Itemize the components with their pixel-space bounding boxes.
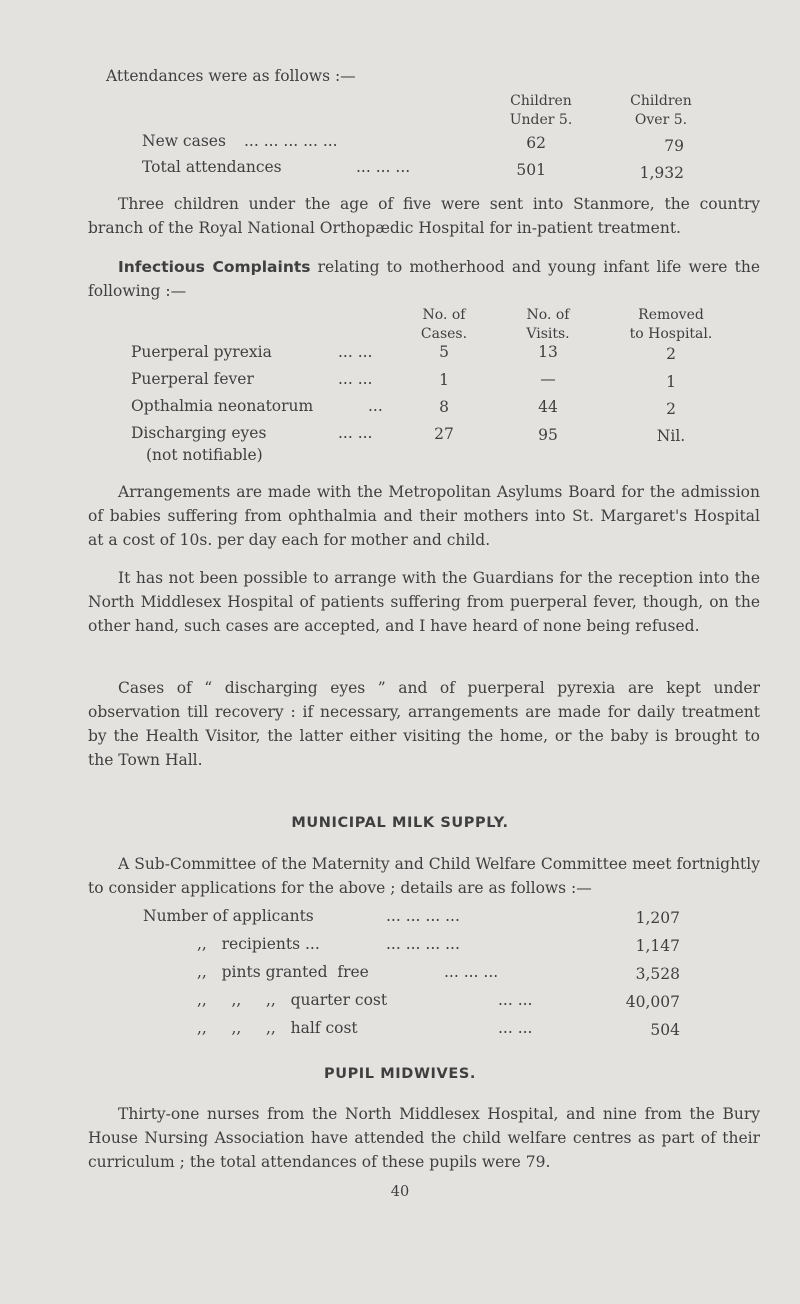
leader-dots: ... ... ... ... ... <box>244 132 338 150</box>
removed-cell: 2 <box>666 345 676 363</box>
discharging-eyes-paragraph: Cases of “ discharging eyes ” and of puerperal pyrexia are kept under observation till recovery : if necessary, arrangements are made for daily treatment by the Health Visitor, the latter either visiting the home, or the baby is brought to the Town Hall. <box>88 679 760 769</box>
page-number: 40 <box>390 1184 410 1200</box>
not-notifiable-note: (not notifiable) <box>146 446 263 464</box>
removed-cell: 1 <box>666 373 676 391</box>
leader-dots: ... ... <box>498 1019 533 1037</box>
milk-row-label: ,, recipients ... <box>197 935 320 953</box>
midwives-paragraph: Thirty-one nurses from the North Middlesex Hospital, and nine from the Bury House Nursing Association have attended the child welfare centres as part of their curriculum ; the total attendances of these pupils were 79. <box>88 1105 760 1171</box>
metropolitan-paragraph: Arrangements are made with the Metropolitan Asylums Board for the admission of babies suffering from ophthalmia and their mothers into St. Margaret's Hospital at a cost of 10s. per day each for mother and child. <box>88 483 760 549</box>
visits-cell: — <box>540 370 556 388</box>
milk-row-value: 3,528 <box>635 965 680 983</box>
row-label: Discharging eyes <box>131 424 267 442</box>
leader-dots: ... <box>368 397 383 415</box>
leader-dots: ... ... ... ... <box>386 935 460 953</box>
row-label: Puerperal pyrexia <box>131 343 272 361</box>
col-no-of-visits: No. of Visits. <box>526 307 570 342</box>
visits-cell: 95 <box>538 426 558 444</box>
infectious-intro <box>88 255 760 303</box>
removed-cell: 2 <box>666 400 676 418</box>
cases-cell: 27 <box>434 425 454 443</box>
milk-intro: A Sub-Committee of the Maternity and Child Welfare Committee meet fortnightly to consider applications for the above ; details are as follows :— <box>88 855 760 897</box>
visits-cell: 13 <box>538 343 558 361</box>
row-label: New cases <box>142 132 226 150</box>
milk-row-value: 1,207 <box>635 909 680 927</box>
value-cell: 79 <box>664 137 684 155</box>
leader-dots: ... ... ... ... <box>386 907 460 925</box>
removed-cell: Nil. <box>656 427 686 445</box>
milk-row-value: 1,147 <box>635 937 680 955</box>
col-removed-to-hospital: Removed to Hospital. <box>629 307 713 342</box>
value-cell: 62 <box>526 134 546 152</box>
guardians-paragraph: It has not been possible to arrange with the Guardians for the reception into the North Middlesex Hospital of patients suffering from puerperal fever, though, on the other hand, such cases are accepted, and I have heard of none being refused. <box>88 569 760 635</box>
milk-row-label: ,, pints granted free <box>197 963 369 981</box>
stanmore-paragraph: Three children under the age of five were sent into Stanmore, the country branch of the Royal National Orthopædic Hospital for in-patient treatment. <box>88 195 760 237</box>
value-cell: 501 <box>516 161 546 179</box>
visits-cell: 44 <box>538 398 558 416</box>
infectious-lead: Infectious Complaints <box>118 258 311 276</box>
infectious-rest: relating to motherhood and young infant life were the following :— <box>88 258 760 300</box>
cases-cell: 8 <box>439 398 449 416</box>
cases-cell: 5 <box>439 343 449 361</box>
pupil-midwives-heading: PUPIL MIDWIVES. <box>323 1066 477 1082</box>
cases-cell: 1 <box>439 371 449 389</box>
leader-dots: ... ... <box>338 370 373 388</box>
attendances-intro: Attendances were as follows :— <box>106 67 356 85</box>
col-children-under-5: Children Under 5. <box>509 93 573 128</box>
leader-dots: ... ... ... <box>356 158 411 176</box>
leader-dots: ... ... <box>338 424 373 442</box>
row-label: Total attendances <box>142 158 282 176</box>
leader-dots: ... ... ... <box>444 963 499 981</box>
milk-row-label: ,, ,, ,, half cost <box>197 1019 358 1037</box>
milk-supply-heading: MUNICIPAL MILK SUPPLY. <box>291 815 509 831</box>
milk-row-label: ,, ,, ,, quarter cost <box>197 991 388 1009</box>
milk-row-label: Number of applicants <box>143 907 314 925</box>
col-children-over-5: Children Over 5. <box>630 93 692 128</box>
milk-row-value: 504 <box>650 1021 680 1039</box>
milk-row-value: 40,007 <box>625 993 680 1011</box>
row-label: Puerperal fever <box>131 370 254 388</box>
value-cell: 1,932 <box>639 164 684 182</box>
col-no-of-cases: No. of Cases. <box>420 307 468 342</box>
row-label: Opthalmia neonatorum <box>131 397 314 415</box>
leader-dots: ... ... <box>338 343 373 361</box>
leader-dots: ... ... <box>498 991 533 1009</box>
